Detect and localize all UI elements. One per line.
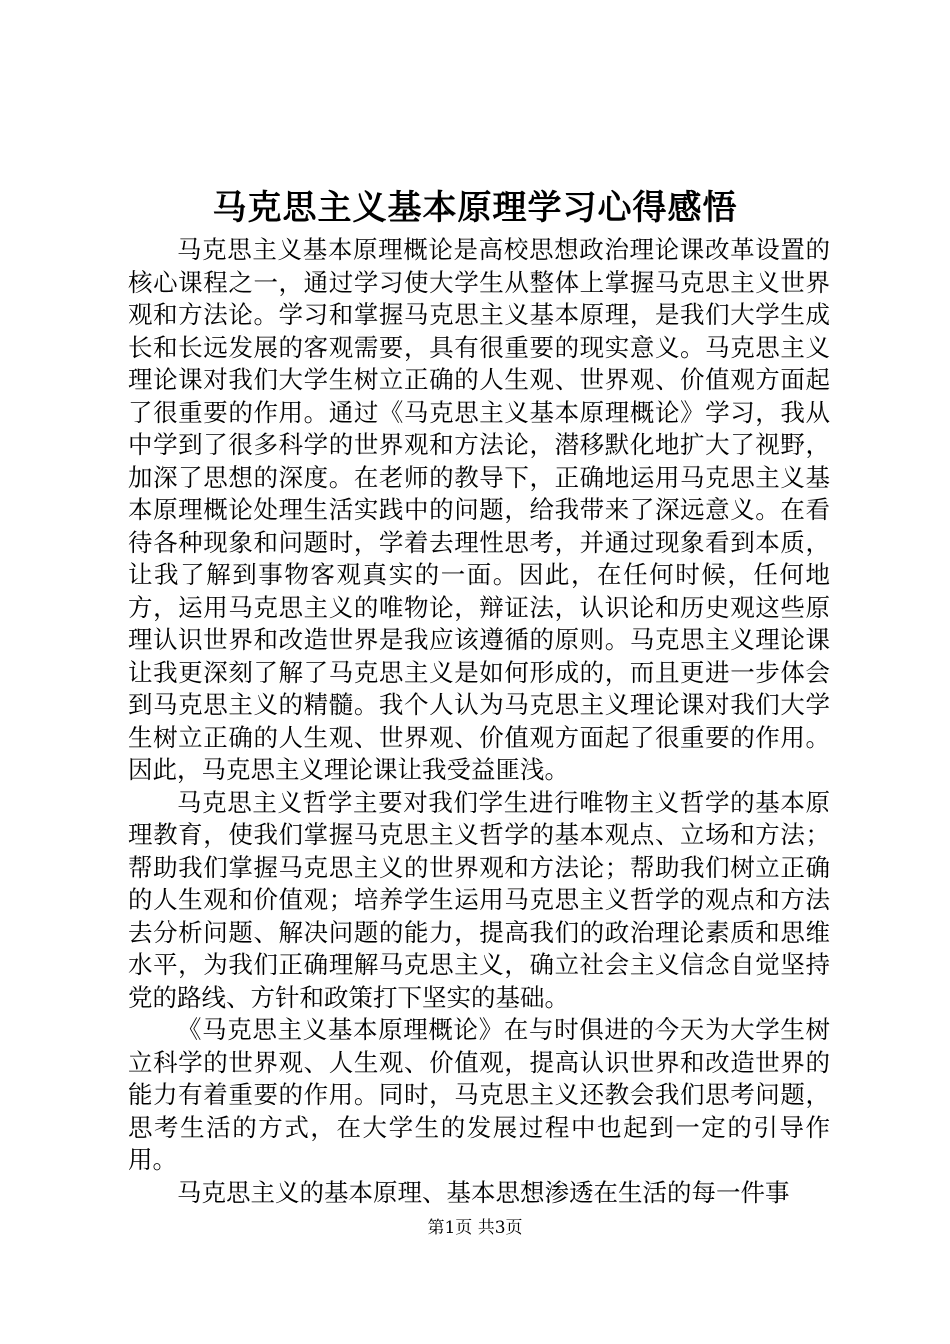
paragraph: 马克思主义基本原理概论是高校思想政治理论课改革设置的核心课程之一，通过学习使大学生从整体上掌握马克思主义世界观和方法论。学习和掌握马克思主义基本原理，是我们大学生成长和长远发展的客观需要，具有很重要的现实意义。马克思主义理论课对我们大学生树立正确的人生观、世界观、价值观方面起了很重要的作用。通过《马克思主义基本原理概论》学习，我从中学到了很多科学的世界观和方法论，潜移默化地扩大了视野，加深了思想的深度。在老师的教导下，正确地运用马克思主义基本原理概论处理生活实践中的问题，给我带来了深远意义。在看待各种现象和问题时，学着去理性思考，并通过现象看到本质，让我了解到事物客观真实的一面。因此，在任何时候，任何地方，运用马克思主义的唯物论，辩证法，认识论和历史观这些原理认识世界和改造世界是我应该遵循的原则。马克思主义理论课让我更深刻了解了马克思主义是如何形成的，而且更进一步体会到马克思主义的精髓。我个人认为马克思主义理论课对我们大学生树立正确的人生观、世界观、价值观方面起了很重要的作用。因此，马克思主义理论课让我受益匪浅。 <box>128 235 830 784</box>
paragraph: 马克思主义的基本原理、基本思想渗透在生活的每一件事 <box>177 1177 790 1207</box>
document-title: 马克思主义基本原理学习心得感悟 <box>212 188 738 228</box>
paragraph: 《马克思主义基本原理概论》在与时俱进的今天为大学生树立科学的世界观、人生观、价值观，提高认识世界和改造世界的能力有着重要的作用。同时，马克思主义还教会我们思考问题，思考生活的方式，在大学生的发展过程中也起到一定的引导作用。 <box>128 1015 830 1174</box>
paragraph: 马克思主义哲学主要对我们学生进行唯物主义哲学的基本原理教育，使我们掌握马克思主义哲学的基本观点、立场和方法；帮助我们掌握马克思主义的世界观和方法论；帮助我们树立正确的人生观和价值观；培养学生运用马克思主义哲学的观点和方法去分析问题、解决问题的能力，提高我们的政治理论素质和思维水平，为我们正确理解马克思主义，确立社会主义信念自觉坚持党的路线、方针和政策打下坚实的基础。 <box>128 787 830 1012</box>
document-body <box>128 234 830 1209</box>
page-footer: 第1页 共3页 <box>427 1218 523 1238</box>
